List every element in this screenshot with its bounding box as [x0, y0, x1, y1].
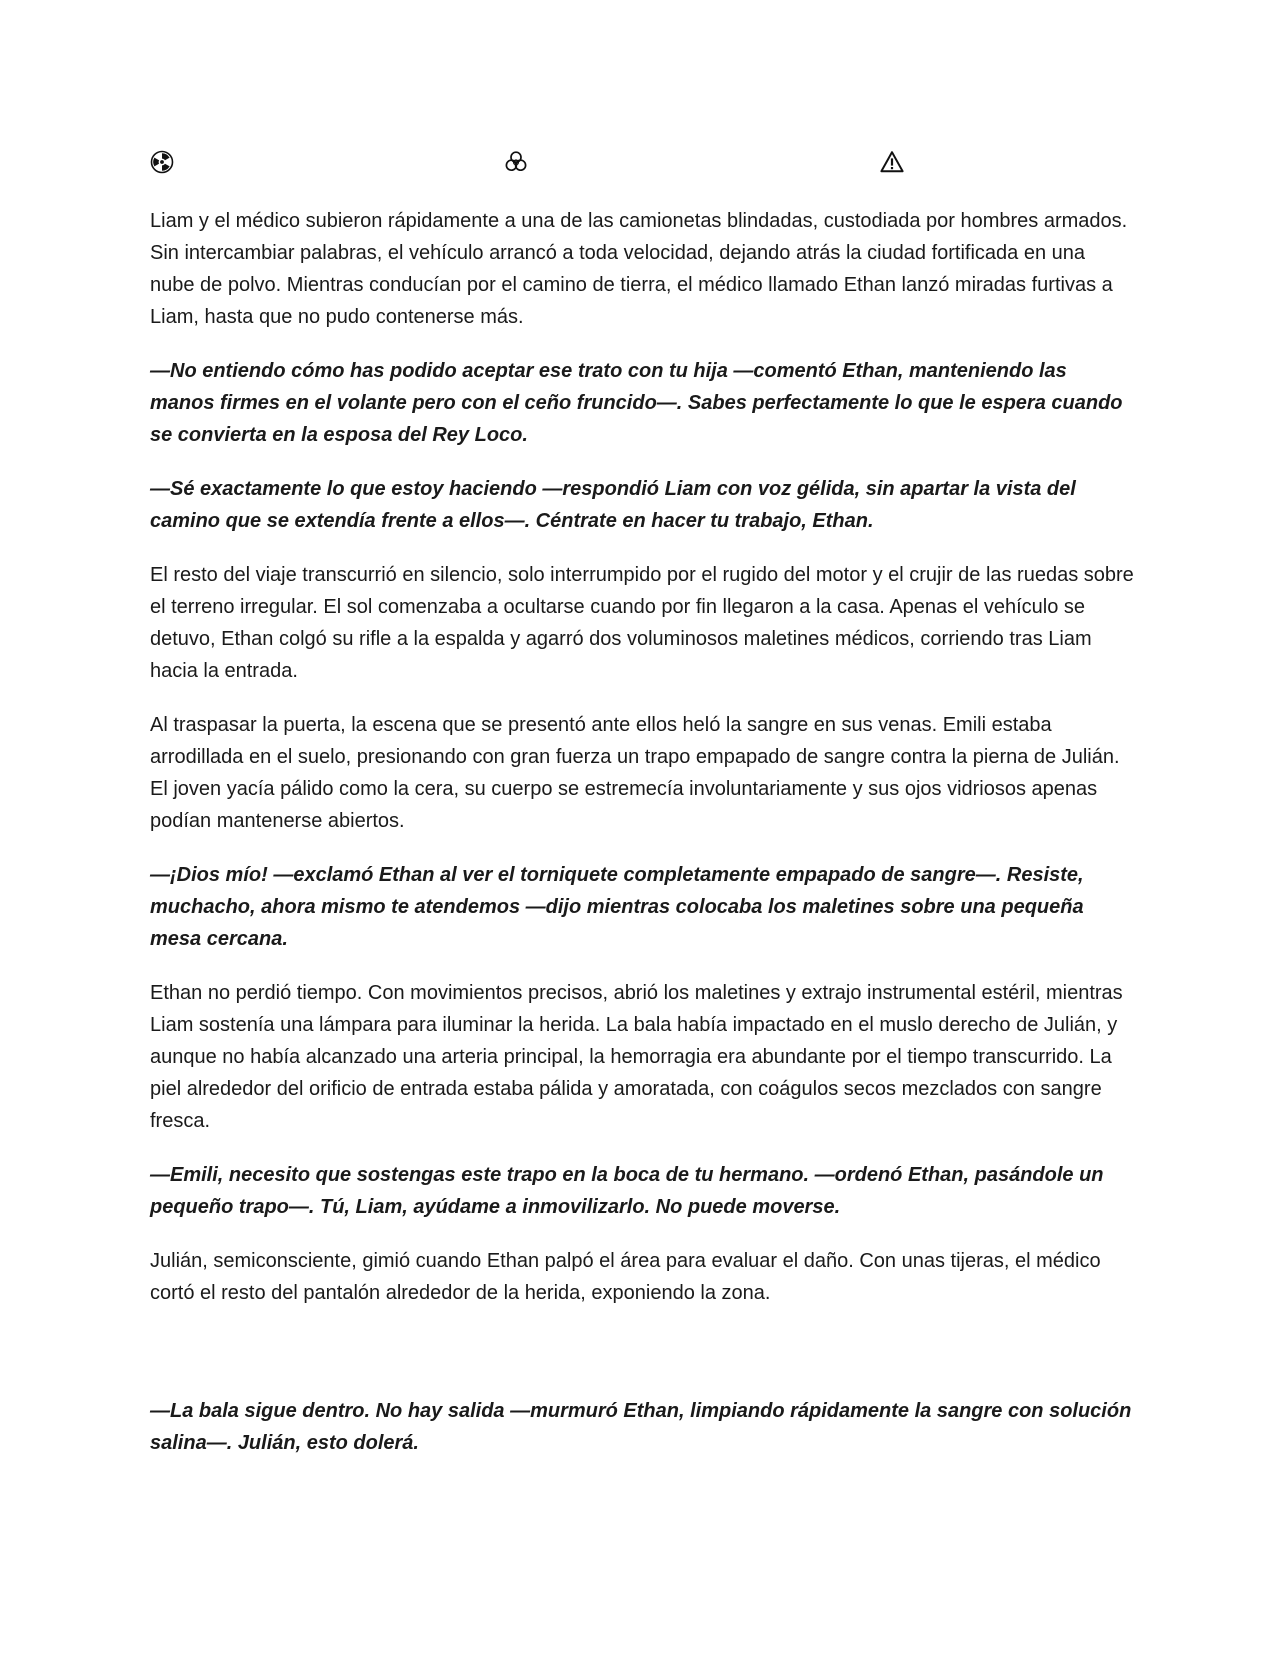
dialogue-paragraph: —¡Dios mío! —exclamó Ethan al ver el torniquete completamente empapado de sangre—. Resiste, muchacho, ahora mismo te atendemos —dijo mientras colocaba los maletines sobre una pequeña mesa cercana.: [150, 864, 1084, 950]
dialogue-paragraph: —No entiendo cómo has podido aceptar ese trato con tu hija —comentó Ethan, manteniendo las manos firmes en el volante pero con el ceño fruncido—. Sabes perfectamente lo que le espera cuando se convierta en la esposa del Rey Loco.: [150, 360, 1123, 446]
narrative-paragraph: Ethan no perdió tiempo. Con movimientos precisos, abrió los maletines y extrajo instrumental estéril, mientras Liam sostenía una lámpara para iluminar la herida. La bala había impactado en el muslo derecho de Julián, y aunque no había alcanzado una arteria principal, la hemorragia era abundante por el tiempo transcurrido. La piel alrededor del orificio de entrada estaba pálida y amoratada, con coágulos secos mezclados con sangre fresca.: [150, 982, 1123, 1132]
narrative-paragraph: Julián, semiconsciente, gimió cuando Ethan palpó el área para evaluar el daño. Con unas tijeras, el médico cortó el resto del pantalón alrededor de la herida, exponiendo la zona.: [150, 1250, 1101, 1304]
narrative-paragraph: Liam y el médico subieron rápidamente a una de las camionetas blindadas, custodiada por hombres armados. Sin intercambiar palabras, el vehículo arrancó a toda velocidad, dejando atrás la ciudad fortificada en una nube de polvo. Mientras conducían por el camino de tierra, el médico llamado Ethan lanzó miradas furtivas a Liam, hasta que no pudo contenerse más.: [150, 210, 1128, 328]
dialogue-paragraph: —La bala sigue dentro. No hay salida —murmuró Ethan, limpiando rápidamente la sangre con solución salina—. Julián, esto dolerá.: [150, 1400, 1132, 1454]
narrative-paragraph: El resto del viaje transcurrió en silencio, solo interrumpido por el rugido del motor y el crujir de las ruedas sobre el terreno irregular. El sol comenzaba a ocultarse cuando por fin llegaron a la casa. Apenas el vehículo se detuvo, Ethan colgó su rifle a la espalda y agarró dos voluminosos maletines médicos, corriendo tras Liam hacia la entrada.: [150, 564, 1134, 682]
biohazard-icon: [504, 150, 528, 174]
dialogue-paragraph: —Emili, necesito que sostengas este trapo en la boca de tu hermano. —ordenó Ethan, pasándole un pequeño trapo—. Tú, Liam, ayúdame a inmovilizarlo. No puede moverse.: [150, 1164, 1104, 1218]
icon-row: [150, 150, 910, 178]
paragraph-gap: [150, 1331, 1135, 1395]
dialogue-paragraph: —Sé exactamente lo que estoy haciendo —respondió Liam con voz gélida, sin apartar la vista del camino que se extendía frente a ellos—. Céntrate en hacer tu trabajo, Ethan.: [150, 478, 1076, 532]
radiation-icon: [150, 150, 174, 174]
narrative-paragraph: Al traspasar la puerta, la escena que se presentó ante ellos heló la sangre en sus venas. Emili estaba arrodillada en el suelo, presionando con gran fuerza un trapo empapado de sangre contra la pierna de Julián. El joven yacía pálido como la cera, su cuerpo se estremecía involuntariamente y sus ojos vidriosos apenas podían mantenerse abiertos.: [150, 714, 1120, 832]
document-body: [150, 205, 1135, 1481]
warning-icon: [880, 150, 904, 174]
